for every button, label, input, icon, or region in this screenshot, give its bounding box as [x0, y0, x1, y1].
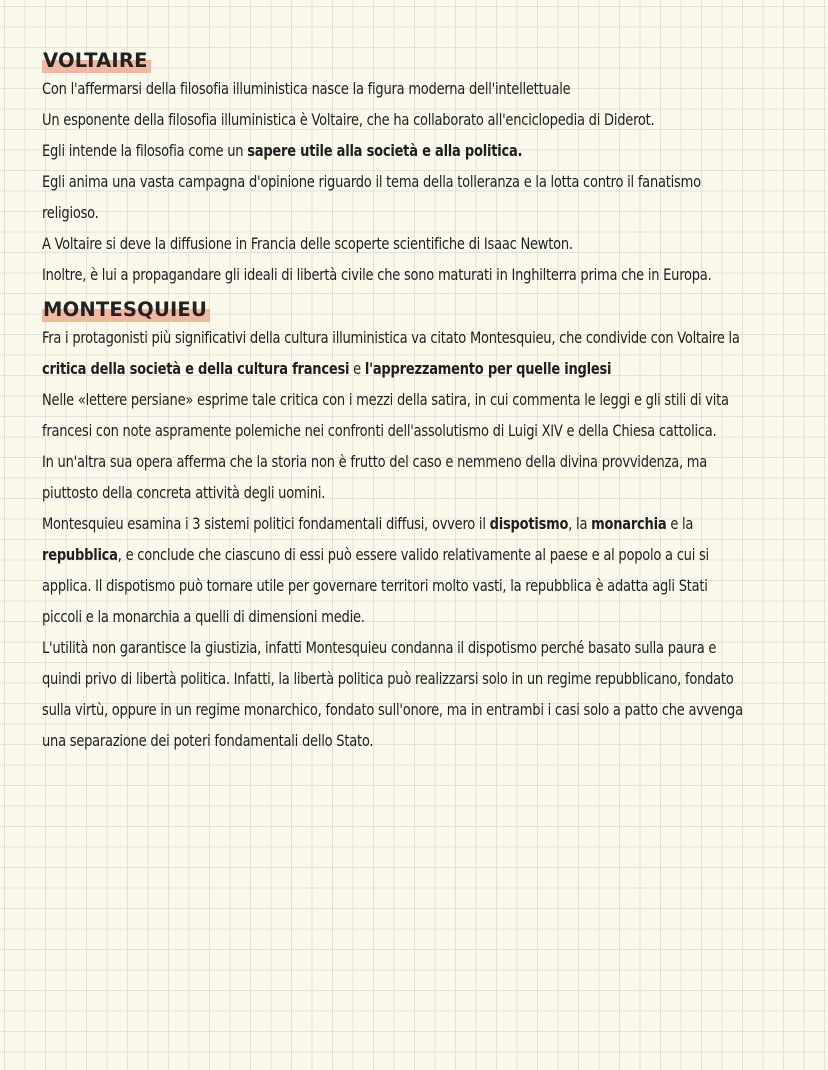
highlight-repubblica: repubblica [42, 546, 118, 564]
highlight-sapere-utile: sapere utile alla società e alla politica. [247, 142, 523, 160]
highlight-dispotismo: dispotismo [489, 515, 569, 533]
highlight-apprezzamento: l'apprezzamento per quelle inglesi [364, 360, 612, 378]
voltaire-paragraph-2: Un esponente della filosofia illuministica è Voltaire, che ha collaborato all'enciclopedia di Diderot. [42, 111, 655, 129]
montesquieu-paragraph-4-text-e: e la [666, 515, 694, 533]
voltaire-paragraph-1: Con l'affermarsi della filosofia illuministica nasce la figura moderna dell'intellettuale [42, 80, 571, 98]
montesquieu-paragraph-4 [42, 509, 749, 633]
voltaire-paragraph-3-text: Egli intende la filosofia come un [42, 142, 248, 160]
section-heading-voltaire: VOLTAIRE [42, 48, 151, 74]
notes-page [42, 48, 752, 757]
montesquieu-paragraph-1-text-c: e [349, 360, 365, 378]
voltaire-paragraph-3 [42, 136, 749, 167]
voltaire-section [42, 48, 752, 291]
montesquieu-paragraph-1-text-a: Fra i protagonisti più significativi della cultura illuministica va citato Montesquieu, che condivide con Voltaire la [42, 329, 740, 347]
montesquieu-paragraph-3: In un'altra sua opera afferma che la storia non è frutto del caso e nemmeno della divina provvidenza, ma piuttosto della concreta attività degli uomini. [42, 453, 708, 502]
voltaire-paragraph-6: Inoltre, è lui a propagandare gli ideali di libertà civile che sono maturati in Inghilterra prima che in Europa. [42, 266, 712, 284]
voltaire-paragraph-4: Egli anima una vasta campagna d'opinione riguardo il tema della tolleranza e la lotta contro il fanatismo religioso. [42, 173, 701, 222]
montesquieu-paragraph-4-text-a: Montesquieu esamina i 3 sistemi politici fondamentali diffusi, ovvero il [42, 515, 490, 533]
montesquieu-paragraph-5: L'utilità non garantisce la giustizia, infatti Montesquieu condanna il dispotismo perché basato sulla paura e quindi privo di libertà politica. Infatti, la libertà politica può realizzarsi solo in un regime repubblicano, fondato sulla virtù, oppure in un regime monarchico, fondato sull'onore, ma in entrambi i casi solo a patto che avvenga una separazione dei poteri fondamentali dello Stato. [42, 639, 743, 750]
montesquieu-paragraph-1 [42, 323, 749, 385]
montesquieu-paragraph-2: Nelle «lettere persiane» esprime tale critica con i mezzi della satira, in cui commenta le leggi e gli stili di vita francesi con note aspramente polemiche nei confronti dell'assolutismo di Luigi XIV e della Chiesa cattolica. [42, 391, 729, 440]
montesquieu-section [42, 297, 752, 757]
section-heading-montesquieu: MONTESQUIEU [42, 297, 210, 323]
montesquieu-paragraph-4-text-c: , la [568, 515, 592, 533]
highlight-monarchia: monarchia [591, 515, 667, 533]
voltaire-paragraph-5: A Voltaire si deve la diffusione in Francia delle scoperte scientifiche di Isaac Newton. [42, 235, 573, 253]
montesquieu-paragraph-4-text-g: , e conclude che ciascuno di essi può essere valido relativamente al paese e al popolo a cui si applica. Il dispotismo può tornare utile per governare territori molto vasti, la repubblica è adatta agli Stati piccoli e la monarchia a quelli di dimensioni medie. [42, 546, 709, 626]
highlight-critica: critica della società e della cultura francesi [42, 360, 350, 378]
